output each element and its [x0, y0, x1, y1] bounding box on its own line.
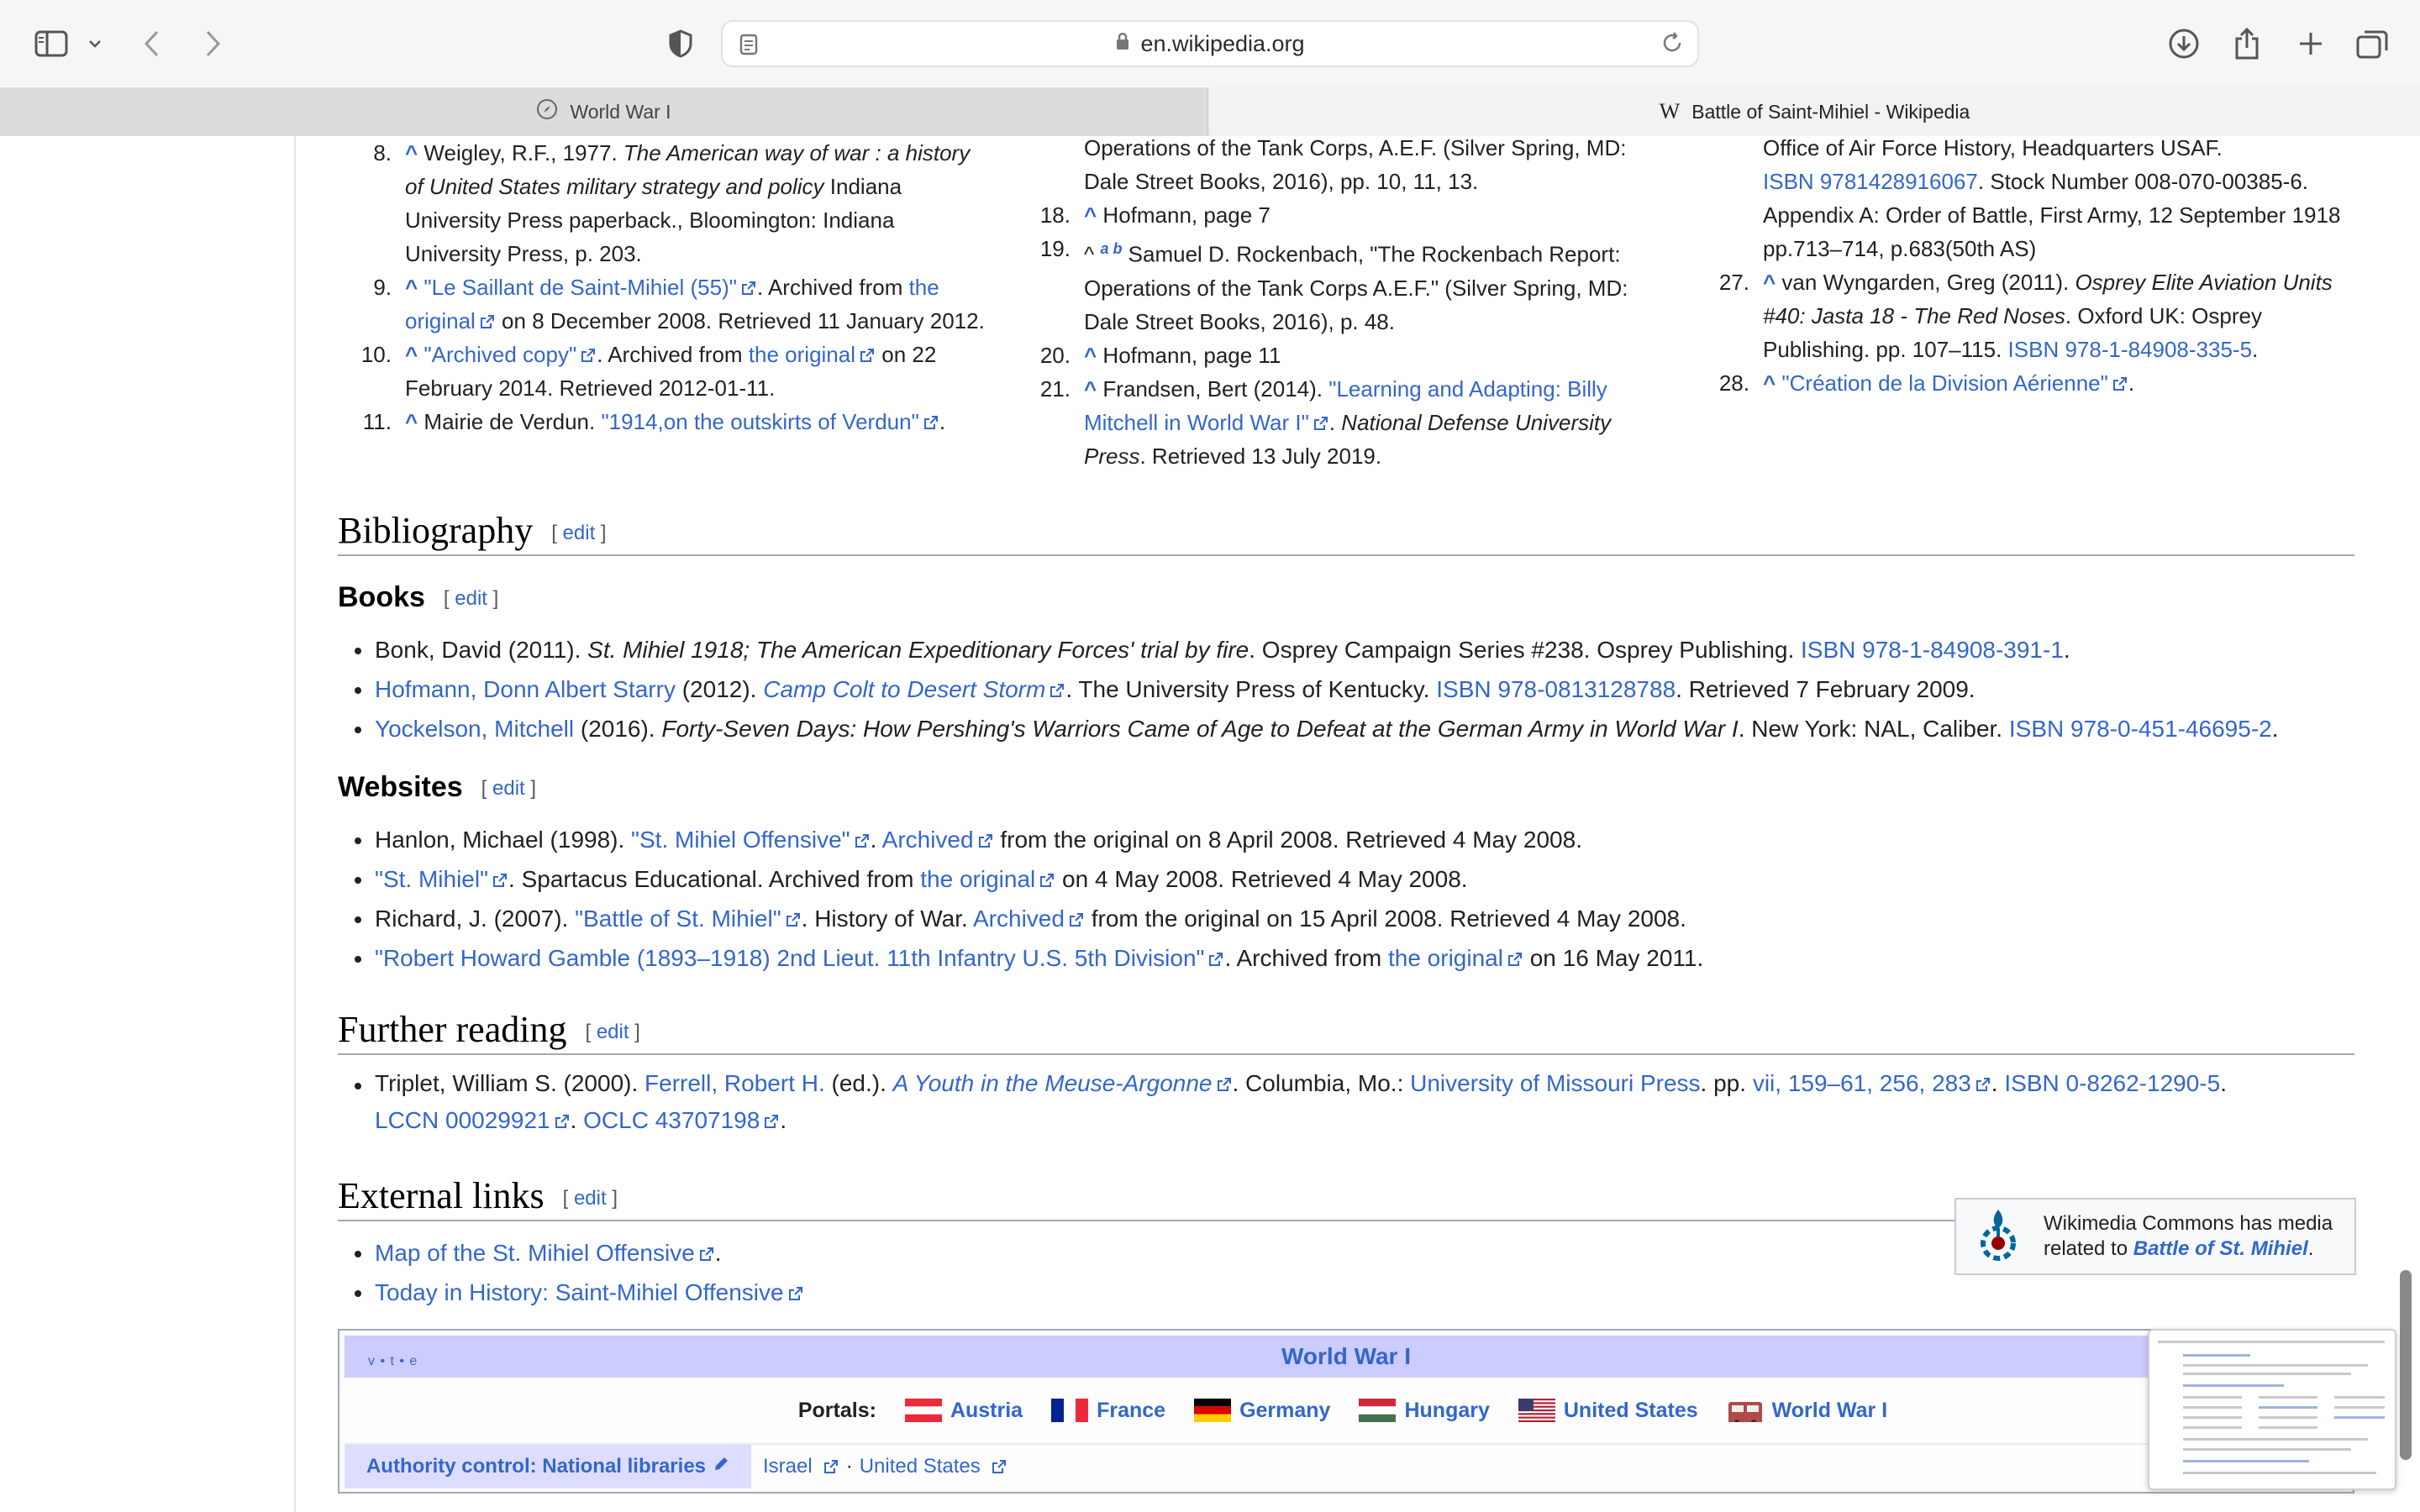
external-link-icon	[1207, 951, 1224, 968]
backlink-caret[interactable]: ^	[405, 275, 418, 300]
external-link-icon	[1068, 911, 1085, 928]
external-link-icon	[785, 911, 802, 928]
backlink-caret[interactable]: ^	[1084, 342, 1097, 368]
browser-toolbar	[0, 0, 2420, 87]
website-link[interactable]: "Robert Howard Gamble (1893–1918) 2nd Lieut. 11th Infantry U.S. 5th Division"	[375, 945, 1205, 971]
heading-further-reading: Further reading [ edit ]	[338, 1008, 2354, 1055]
reference-link[interactable]: "Création de la Division Aérienne"	[1781, 370, 2108, 396]
editor-link[interactable]: Ferrell, Robert H.	[644, 1070, 825, 1096]
edit-section-link[interactable]: [ edit ]	[551, 522, 607, 544]
external-link-icon	[859, 347, 876, 364]
reference-link[interactable]: "Archived copy"	[424, 342, 577, 367]
archived-link[interactable]: Archived	[881, 827, 974, 853]
heading-books: Books [ edit ]	[338, 581, 499, 613]
compass-icon	[536, 98, 558, 125]
authority-link-united-states[interactable]: United States	[859, 1455, 981, 1478]
external-links-list	[338, 1233, 804, 1312]
authority-control-label[interactable]: Authority control: National libraries	[345, 1445, 751, 1488]
backlink-caret[interactable]: ^	[405, 409, 418, 434]
left-sidebar-area	[0, 136, 296, 1512]
portal-france[interactable]: France	[1051, 1399, 1165, 1423]
external-link-icon	[823, 1458, 839, 1475]
heading-external-links: External links [ edit ]	[338, 1174, 2354, 1221]
isbn-link[interactable]: ISBN 9781428916067	[1763, 169, 1978, 194]
chevron-down-icon[interactable]	[82, 18, 108, 69]
list-item: Bonk, David (2011). St. Mihiel 1918; The American Expeditionary Forces' trial by fire. Osprey Campaign Series #238. Osprey Publishing. ISBN 978-1-84908-391-1.	[338, 630, 2279, 669]
france-flag-icon	[1051, 1399, 1088, 1422]
external-link[interactable]: Map of the St. Mihiel Offensive	[375, 1240, 695, 1266]
lock-icon	[1115, 31, 1130, 57]
authority-links: Israel · United States	[763, 1445, 1007, 1488]
reference-item: 28. ^ "Création de la Division Aérienne" .	[1718, 370, 2135, 396]
reference-item: 11. ^ Mairie de Verdun. "1914,on the outskirts of Verdun" .	[362, 409, 946, 434]
reference-item: Office of Air Force History, Headquarters USAF. ISBN 9781428916067. Stock Number 008-070-00385-6. Appendix A: Order of Battle, First Army, 12 September 1918 pp.713–714, p.683(50th AS)	[1763, 135, 2341, 261]
backlink-caret[interactable]: ^	[1763, 270, 1776, 295]
edit-section-link[interactable]: [ edit ]	[481, 777, 537, 800]
wikimedia-commons-icon	[1971, 1206, 2025, 1278]
pages-link[interactable]: vii, 159–61, 256, 283	[1752, 1070, 1971, 1096]
external-link-icon	[479, 313, 496, 330]
list-item: Hofmann, Donn Albert Starry (2012). Camp Colt to Desert Storm . The University Press of Kentucky. ISBN 978-0813128788. Retrieved 7 February 2009.	[338, 669, 2279, 709]
original-link[interactable]: the original	[748, 342, 856, 367]
forward-icon[interactable]	[198, 18, 227, 69]
books-list	[338, 630, 2279, 748]
commons-box: Wikimedia Commons has media related to Battle of St. Mihiel.	[1954, 1198, 2356, 1275]
lccn-label-link[interactable]: LCCN	[375, 1107, 439, 1133]
original-link[interactable]: the original	[405, 275, 939, 333]
reference-link[interactable]: "Learning and Adapting: Billy Mitchell in World War I"	[1084, 375, 1607, 435]
navbox-title-link[interactable]: World War I	[1281, 1343, 1411, 1369]
publisher-link[interactable]: University of Missouri Press	[1410, 1070, 1701, 1096]
list-item: Triplet, William S. (2000). Ferrell, Robert H. (ed.). A Youth in the Meuse-Argonne . Columbia, Mo.: University of Missouri Press. pp. vii, 159–61, 256, 283 . ISBN 0-8262-1290-5. LCCN 00029921 . OCLC 43707198 .	[338, 1065, 2270, 1139]
reference-item: 19. ^ $^{a b}$ Samuel D. Rockenbach, "The Rockenbach Report: Operations of the Tank Corps A.E.F." (Silver Spring, MD: Dale Street Books, 2016), p. 48.	[1039, 236, 1628, 334]
reference-link[interactable]: "1914,on the outskirts of Verdun"	[601, 409, 919, 434]
share-icon[interactable]	[2230, 18, 2264, 69]
references-column-1	[338, 136, 993, 438]
external-link-icon	[698, 1246, 715, 1263]
reference-item: 9. ^ "Le Saillant de Saint-Mihiel (55)" . Archived from the original on 8 December 2008. Retrieved 11 January 2012.	[373, 275, 985, 333]
heading-websites: Websites [ edit ]	[338, 771, 537, 803]
vte-links[interactable]: v • t • e	[368, 1354, 418, 1368]
hungary-flag-icon	[1359, 1399, 1396, 1422]
isbn-link[interactable]: ISBN 978-0813128788	[1436, 676, 1676, 702]
lccn-link[interactable]: 00029921	[445, 1107, 550, 1133]
title-link[interactable]: Camp Colt to Desert Storm	[763, 676, 1046, 702]
external-link-icon	[492, 872, 508, 889]
portals-label: Portals:	[797, 1398, 876, 1422]
external-link-icon	[1507, 951, 1523, 968]
backlink-caret[interactable]: ^	[1084, 202, 1097, 228]
navbox-title	[345, 1336, 2348, 1378]
tab-label: World War I	[570, 100, 671, 123]
portal-world-war-i[interactable]: World War I	[1727, 1399, 1888, 1423]
list-item: Richard, J. (2007). "Battle of St. Mihiel" . History of War. Archived from the original on 15 April 2008. Retrieved 4 May 2008.	[338, 899, 1703, 938]
external-link-icon	[763, 1113, 780, 1130]
list-item: Yockelson, Mitchell (2016). Forty-Seven Days: How Pershing's Warriors Came of Age to Defeat at the German Army in World War I. New York: NAL, Caliber. ISBN 978-0-451-46695-2.	[338, 709, 2279, 748]
ww1-portal-icon	[1727, 1399, 1764, 1422]
list-item	[338, 1273, 804, 1312]
address-bar[interactable]	[721, 20, 1699, 67]
sidebar-toggle-icon[interactable]	[32, 18, 71, 69]
reference-item: 10. ^ "Archived copy" . Archived from the original on 22 February 2014. Retrieved 2012-01-11.	[360, 342, 937, 401]
external-link-icon	[740, 280, 757, 297]
reference-item: 18. ^ Hofmann, page 7	[1039, 202, 1270, 228]
commons-link[interactable]: Battle of St. Mihiel	[2133, 1237, 2308, 1260]
original-link[interactable]: the original	[920, 866, 1036, 892]
portal-germany[interactable]: Germany	[1194, 1399, 1330, 1423]
portal-united-states[interactable]: United States	[1518, 1399, 1698, 1423]
portals-row	[339, 1386, 2346, 1435]
edit-section-link[interactable]: [ edit ]	[443, 587, 499, 610]
list-item: "Robert Howard Gamble (1893–1918) 2nd Lieut. 11th Infantry U.S. 5th Division" . Archived from the original on 16 May 2011.	[338, 938, 1703, 978]
external-link-icon	[977, 832, 994, 849]
tab-label: Battle of Saint-Mihiel - Wikipedia	[1691, 100, 1970, 123]
external-link-icon	[1216, 1076, 1233, 1093]
us-flag-icon	[1518, 1399, 1555, 1422]
websites-list-items	[338, 820, 1703, 978]
references-column-2	[1017, 131, 1672, 473]
reference-item: 21. ^ Frandsen, Bert (2014). "Learning and Adapting: Billy Mitchell in World War I" . National Defense University Press. Retrieved 13 July 2019.	[1039, 375, 1612, 469]
backlink-caret[interactable]: ^	[1084, 375, 1097, 402]
reload-icon[interactable]	[1660, 31, 1684, 59]
external-link-icon	[923, 414, 939, 431]
backlink-caret[interactable]: ^	[405, 140, 418, 165]
germany-flag-icon	[1194, 1399, 1231, 1422]
external-link-icon	[1313, 415, 1329, 432]
website-link[interactable]: "St. Mihiel Offensive"	[631, 827, 850, 853]
page-preview-thumbnail[interactable]	[2148, 1329, 2396, 1490]
external-link-icon	[991, 1458, 1007, 1475]
author-link[interactable]: Yockelson, Mitchell	[375, 716, 575, 742]
pencil-icon[interactable]	[713, 1455, 729, 1478]
website-link[interactable]: "Battle of St. Mihiel"	[575, 906, 781, 932]
external-link-icon	[580, 347, 597, 364]
isbn-link[interactable]: ISBN 978-0-451-46695-2	[2008, 716, 2272, 742]
tab-world-war-i[interactable]	[0, 87, 1208, 136]
oclc-label-link[interactable]: OCLC	[583, 1107, 649, 1133]
external-link-icon	[1039, 872, 1055, 889]
list-item: Map of the St. Mihiel Offensive .	[338, 1233, 804, 1273]
authority-control-row	[345, 1443, 2348, 1488]
oclc-link[interactable]: 43707198	[655, 1107, 760, 1133]
reference-item: 20. ^ Hofmann, page 11	[1039, 342, 1281, 368]
external-link-icon	[1975, 1076, 1991, 1093]
scrollbar-thumb[interactable]	[2400, 1270, 2412, 1460]
back-icon[interactable]	[138, 18, 166, 69]
portal-hungary[interactable]: Hungary	[1359, 1399, 1489, 1423]
backlink-caret[interactable]: ^	[405, 342, 418, 367]
external-link-icon	[554, 1113, 571, 1130]
edit-section-link[interactable]: [ edit ]	[562, 1187, 618, 1210]
isbn-link[interactable]: ISBN 0-8262-1290-5	[2004, 1070, 2221, 1096]
authority-link-israel[interactable]: Israel	[763, 1455, 813, 1478]
edit-section-link[interactable]: [ edit ]	[585, 1021, 640, 1043]
further-reading-list	[338, 1065, 2270, 1139]
reference-item: 27. ^ van Wyngarden, Greg (2011). Osprey Elite Aviation Units #40: Jasta 18 - The Red Noses. Oxford UK: Osprey Publishing. pp. 107–115. ISBN 978-1-84908-335-5.	[1718, 270, 2333, 362]
original-link[interactable]: the original	[1387, 945, 1503, 971]
new-tab-icon[interactable]	[2294, 18, 2328, 69]
portal-austria[interactable]: Austria	[905, 1399, 1023, 1423]
external-link-icon	[854, 832, 871, 849]
navbox-world-war-i	[338, 1329, 2354, 1494]
backlink-caret[interactable]: ^	[1763, 370, 1776, 396]
isbn-link[interactable]: ISBN 978-1-84908-335-5	[2007, 337, 2253, 362]
backlink-letters[interactable]: a b	[1100, 240, 1123, 257]
list-item: Hanlon, Michael (1998). "St. Mihiel Offensive" . Archived from the original on 8 April 2008. Retrieved 4 May 2008.	[338, 820, 1703, 859]
archived-link[interactable]: Archived	[973, 906, 1065, 932]
references-column-3	[1696, 131, 2354, 400]
tab-overview-icon[interactable]	[2354, 18, 2390, 69]
austria-flag-icon	[905, 1399, 942, 1422]
external-link-icon	[2112, 375, 2128, 392]
reference-item: Operations of the Tank Corps, A.E.F. (Silver Spring, MD: Dale Street Books, 2016), pp. 10, 11, 13.	[1084, 135, 1627, 194]
privacy-shield-icon[interactable]	[666, 18, 696, 69]
tab-bar	[0, 87, 2420, 136]
reference-link[interactable]: "Le Saillant de Saint-Mihiel (55)"	[424, 275, 737, 300]
downloads-icon[interactable]	[2166, 18, 2202, 69]
list-item: "St. Mihiel" . Spartacus Educational. Archived from the original on 4 May 2008. Retrieved 4 May 2008.	[338, 859, 1703, 899]
external-link-icon	[1049, 682, 1065, 699]
author-link[interactable]: Hofmann, Donn Albert Starry	[375, 676, 676, 702]
external-link-icon	[787, 1285, 804, 1302]
external-link[interactable]: Today in History: Saint-Mihiel Offensive	[375, 1279, 784, 1305]
wikipedia-w-icon: W	[1659, 99, 1681, 123]
tab-battle-of-saint-mihiel[interactable]	[1209, 87, 2420, 136]
website-link[interactable]: "St. Mihiel"	[375, 866, 489, 892]
isbn-link[interactable]: ISBN 978-1-84908-391-1	[1801, 637, 2064, 663]
title-link[interactable]: A Youth in the Meuse-Argonne	[892, 1070, 1213, 1096]
reference-item: 8. ^ Weigley, R.F., 1977. The American way of war : a history of United States military strategy and policy Indiana University Press paperback., Bloomington: Indiana University Press, p. 203.	[373, 140, 971, 266]
url-text: en.wikipedia.org	[1140, 30, 1305, 56]
heading-bibliography: Bibliography [ edit ]	[338, 509, 2354, 556]
